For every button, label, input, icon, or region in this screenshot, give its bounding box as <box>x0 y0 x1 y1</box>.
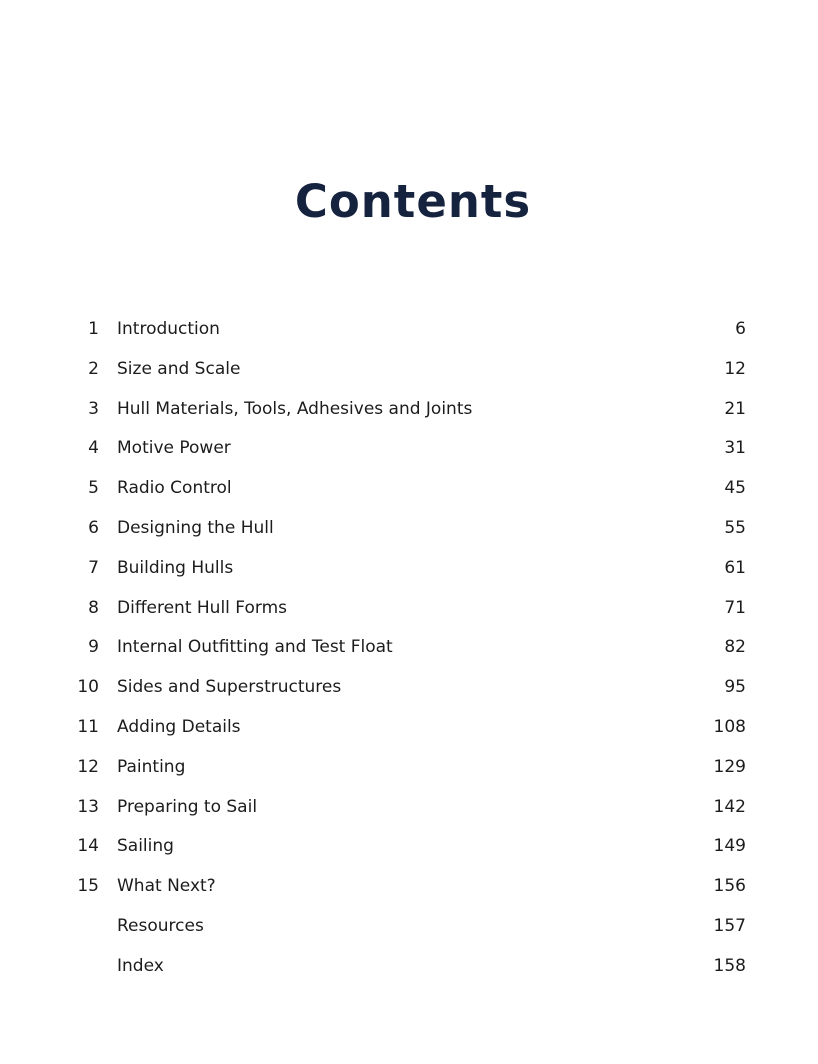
chapter-number: 13 <box>77 796 99 817</box>
page-title: Contents <box>294 175 532 228</box>
chapter-title: Designing the Hull <box>117 517 274 538</box>
chapter-number: 14 <box>77 836 99 857</box>
page-number: 45 <box>724 478 746 499</box>
page-number: 6 <box>735 319 746 339</box>
chapter-number: 10 <box>77 677 99 698</box>
toc-entry[interactable] <box>0 907 818 947</box>
chapter-title: Different Hull Forms <box>117 597 287 618</box>
toc-entry[interactable] <box>0 628 818 668</box>
page-number: 55 <box>724 517 746 538</box>
chapter-number: 3 <box>88 398 99 419</box>
table-of-contents <box>0 310 818 987</box>
chapter-number: 6 <box>88 517 99 538</box>
toc-entry[interactable] <box>0 708 818 748</box>
toc-entry[interactable] <box>0 947 818 987</box>
toc-entry[interactable] <box>0 429 818 469</box>
page-number: 71 <box>724 597 746 618</box>
page-number: 158 <box>713 955 746 976</box>
toc-entry[interactable] <box>0 748 818 788</box>
toc-entry[interactable] <box>0 867 818 907</box>
chapter-title: Radio Control <box>117 478 232 499</box>
chapter-title: Resources <box>117 915 204 936</box>
chapter-title: What Next? <box>117 876 216 897</box>
chapter-number: 4 <box>88 438 99 459</box>
toc-entry[interactable] <box>0 827 818 867</box>
page-number: 129 <box>713 756 746 777</box>
page-number: 95 <box>724 677 746 698</box>
toc-entry[interactable] <box>0 589 818 629</box>
toc-entry[interactable] <box>0 469 818 509</box>
chapter-number: 2 <box>88 358 99 379</box>
toc-entry[interactable] <box>0 350 818 390</box>
chapter-title: Internal Outfitting and Test Float <box>117 637 393 658</box>
page-number: 149 <box>713 836 746 857</box>
page-number: 12 <box>724 358 746 379</box>
chapter-title: Index <box>117 955 164 976</box>
chapter-title: Painting <box>117 756 186 777</box>
toc-entry[interactable] <box>0 788 818 828</box>
page-number: 61 <box>724 557 746 578</box>
toc-entry[interactable] <box>0 390 818 430</box>
chapter-number: 11 <box>77 716 99 737</box>
chapter-title: Preparing to Sail <box>117 796 258 817</box>
chapter-title: Sailing <box>117 836 174 857</box>
chapter-title: Building Hulls <box>117 557 234 578</box>
page-number: 156 <box>713 876 746 897</box>
chapter-title: Size and Scale <box>117 358 241 379</box>
toc-entry[interactable] <box>0 668 818 708</box>
chapter-number: 5 <box>88 478 99 499</box>
page-number: 142 <box>713 796 746 817</box>
chapter-number: 1 <box>88 319 99 339</box>
chapter-number: 12 <box>77 756 99 777</box>
page-number: 108 <box>713 716 746 737</box>
page-number: 21 <box>724 398 746 419</box>
chapter-number: 8 <box>88 597 99 618</box>
toc-entry[interactable] <box>0 509 818 549</box>
toc-entry[interactable] <box>0 549 818 589</box>
chapter-number: 15 <box>77 876 99 897</box>
chapter-number: 7 <box>88 557 99 578</box>
chapter-title: Motive Power <box>117 438 231 459</box>
page-number: 82 <box>724 637 746 658</box>
page-number: 157 <box>713 915 746 936</box>
chapter-title: Introduction <box>117 319 220 339</box>
chapter-title: Adding Details <box>117 716 241 737</box>
toc-entry[interactable] <box>0 310 818 350</box>
chapter-title: Sides and Superstructures <box>117 677 342 698</box>
page-number: 31 <box>724 438 746 459</box>
chapter-number: 9 <box>88 637 99 658</box>
chapter-title: Hull Materials, Tools, Adhesives and Joints <box>117 398 473 419</box>
